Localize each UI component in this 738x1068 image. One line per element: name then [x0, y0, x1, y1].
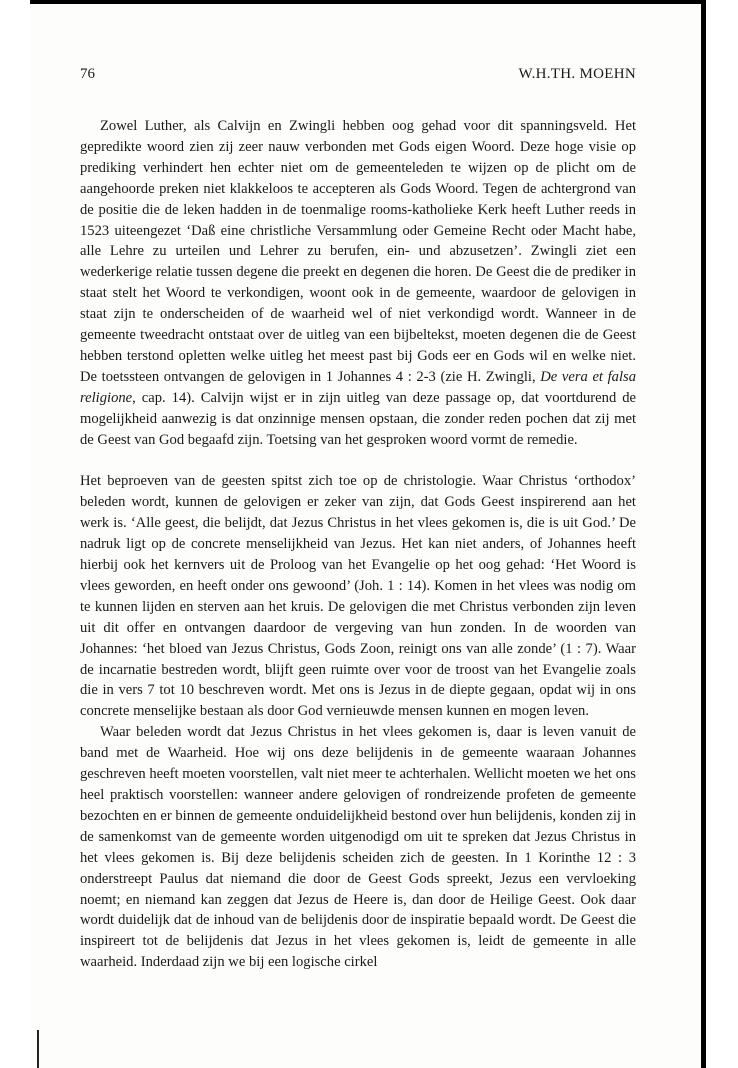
- paragraph-1-italic-title: De vera et falsa religione: [80, 368, 636, 406]
- scan-border-right: [701, 0, 706, 1068]
- paragraph-3-text: Waar beleden wordt dat Jezus Christus in het vlees gekomen is, daar is leven vanuit de band met de Waarheid. Hoe wij ons deze belijdenis in de gemeente waaraan Johannes geschreven heeft moeten voorstellen, valt niet meer te achterhalen. Wellicht moeten we het ons heel praktisch voorstellen: wanneer andere gelovigen of rondreizende profeten de gemeente bezochten en er binnen de gemeente onduidelijkheid bestond over hun belijdenis, konden zij in de samenkomst van de gemeente worden uitgenodigd om uit te spreken dat Jezus Christus in het vlees gekomen is. Bij deze belijdenis scheiden zich de geesten. In 1 Korinthe 12 : 3 onderstreept Paulus dat niemand die door de Geest Gods spreekt, Jezus een vervloeking noemt; en niemand kan zeggen dat Jezus de Heere is, dan door de Heilige Geest. Ook daar wordt duidelijk dat de inhoud van de belijdenis door de inspiratie bepaald wordt. De Geest die inspireert tot de belijdenis dat Jezus in het vlees gekomen is, leidt de gemeente in alle waarheid. Inderdaad zijn we bij een logische cirkel: [80, 724, 636, 971]
- paragraph-1-text-b: , cap. 14). Calvijn wijst er in zijn uitleg van deze passage op, dat voortdurend de mogelijkheid aanwezig is dat onzinnige mensen opstaan, die zonder reden pochen dat zij met de Geest van God begaafd zijn. Toetsing van het gesproken woord vormt de remedie.: [80, 389, 636, 448]
- body-text: [80, 116, 636, 973]
- paragraph-1: [80, 116, 636, 451]
- paragraph-1-text-a: Zowel Luther, als Calvijn en Zwingli hebben oog gehad voor dit spanningsveld. Het gepredikte woord zien zij zeer nauw verbonden met Gods eigen Woord. Deze hoge visie op prediking verhindert hen echter niet om de gemeenteleden te wijzen op de plicht om de aangehoorde preken niet klakkeloos te accepteren als Gods Woord. Tegen de achtergrond van de positie die de leken hadden in de toenmalige rooms-katholieke Kerk heeft Luther reeds in 1523 uiteengezet ‘Daß eine christliche Versammlung oder Gemeine Recht oder Macht habe, alle Lehre zu urteilen und Lehrer zu berufen, ein- und abzusetzen’. Zwingli ziet een wederkerige relatie tussen degene die preekt en degenen die horen. De Geest die de prediker in staat stelt het Woord te verkondigen, woont ook in de gemeente, waardoor de gelovigen in staat zijn te onderscheiden of de waarheid wel of niet verkondigd wordt. Wanneer in de gemeente tweedracht ontstaat over de uitleg van een bijbeltekst, moeten degenen die de Geest hebben terstond opletten welke uitleg het meest past bij Gods eer en Gods wil en welke niet. De toetssteen ontvangen de gelovigen in 1 Johannes 4 : 2-3 (zie H. Zwingli,: [80, 118, 636, 385]
- page-header: [80, 66, 636, 86]
- paragraph-2-text: Het beproeven van de geesten spitst zich toe op de christologie. Waar Christus ‘orthodox’ beleden wordt, kunnen de gelovigen er zeker van zijn, dat Gods Geest inspirerend aan het werk is. ‘Alle geest, die belijdt, dat Jezus Christus in het vlees gekomen is, die is uit God.’ De nadruk ligt op de concrete menselijkheid van Jezus. Het kan niet anders, of Johannes heeft hierbij ook het kernvers uit de Proloog van het Evangelie op het oog gehad: ‘Het Woord is vlees geworden, en heeft onder ons gewoond’ (Joh. 1 : 14). Komen in het vlees was nodig om te kunnen lijden en sterven aan het kruis. De gelovigen die met Christus verbonden zijn leven uit dit offer en ontvangen daardoor de vergeving van hun zonden. In de woorden van Johannes: ‘het bloed van Jezus Christus, Gods Zoon, reinigt ons van alle zonde’ (1 : 7). Waar de incarnatie bestreden wordt, blijft geen ruimte over voor de troost van het Evangelie zoals die in vers 7 tot 10 beschreven wordt. Met ons is Jezus in de diepte gegaan, opdat wij in ons concrete menselijke bestaan als door God vernieuwde mensen kunnen en mogen leven.: [80, 473, 636, 720]
- paragraph-2: [80, 471, 636, 722]
- paragraph-3: [80, 722, 636, 973]
- running-head: W.H.TH. MOEHN: [518, 66, 636, 82]
- scan-margin-left: [0, 0, 30, 1068]
- page-number: 76: [80, 66, 95, 82]
- scan-edge-mark: [37, 1030, 39, 1068]
